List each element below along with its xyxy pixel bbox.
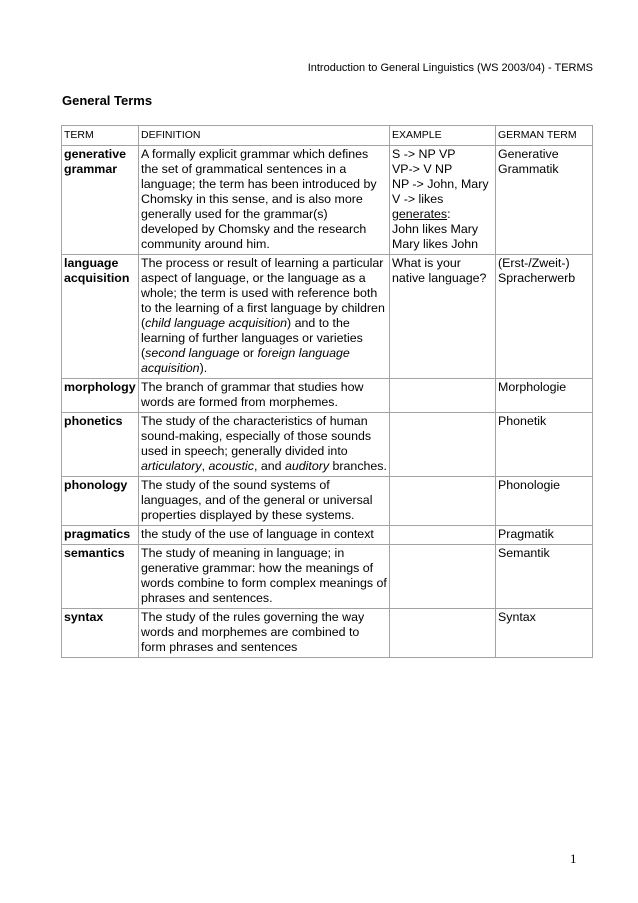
example-cell-text: V -> likes — [392, 192, 444, 206]
term-cell: generative grammar — [62, 146, 139, 255]
german-term-cell — [496, 545, 593, 609]
german-term-cell — [496, 609, 593, 658]
example-cell-text: S -> NP VP — [392, 147, 456, 161]
example-cell — [390, 255, 496, 379]
definition-cell-text: The study of the characteristics of human sound-making, especially of those sounds used in speech; generally divided into — [141, 414, 372, 458]
definition-cell — [139, 609, 390, 658]
definition-cell — [139, 477, 390, 526]
term-cell: semantics — [62, 545, 139, 609]
german-term-cell-text: Syntax — [498, 610, 536, 624]
column-header-term: TERM — [62, 126, 139, 146]
definition-cell-text: articulatory — [141, 459, 202, 473]
document-header: Introduction to General Linguistics (WS 2003/04) - TERMS — [307, 62, 593, 74]
table-header-row — [62, 126, 593, 146]
term-cell: pragmatics — [62, 526, 139, 545]
definition-cell-text: or — [239, 346, 258, 360]
definition-cell-text: The process or result of learning a particular aspect of language, or the language as a whole; the term is used with reference both to the learning of a first language by children ( — [141, 256, 385, 330]
definition-cell-text: acoustic — [208, 459, 254, 473]
german-term-cell-text: Generative — [498, 147, 559, 161]
definition-cell-text: foreign language acquisition — [141, 346, 350, 375]
terms-table — [61, 125, 593, 658]
definition-cell — [139, 255, 390, 379]
german-term-cell-text: Spracherwerb — [498, 271, 576, 285]
example-cell — [390, 379, 496, 413]
column-header-example: EXAMPLE — [390, 126, 496, 146]
example-cell — [390, 477, 496, 526]
table-row — [62, 379, 593, 413]
term-cell: syntax — [62, 609, 139, 658]
example-cell-text: generates — [392, 207, 448, 221]
example-cell-text: What is your native language? — [392, 256, 487, 285]
definition-cell-text: The study of the rules governing the way words and morphemes are combined to form phrases and sentences — [141, 610, 365, 654]
definition-cell-text: ). — [199, 361, 208, 375]
term-cell: phonology — [62, 477, 139, 526]
german-term-cell-text: Phonetik — [498, 414, 547, 428]
german-term-cell-text: Semantik — [498, 546, 550, 560]
definition-cell-text: branches. — [329, 459, 387, 473]
example-cell — [390, 413, 496, 477]
german-term-cell — [496, 526, 593, 545]
definition-cell-text: , and — [253, 459, 285, 473]
column-header-german-term: GERMAN TERM — [496, 126, 593, 146]
section-title: General Terms — [62, 93, 153, 108]
table-row — [62, 146, 593, 255]
term-cell: morphology — [62, 379, 139, 413]
terms-table-body — [62, 146, 593, 658]
definition-cell-text: The study of the sound systems of languages, and of the general or universal properties displayed by these systems. — [141, 478, 373, 522]
german-term-cell — [496, 477, 593, 526]
example-cell-text: : — [447, 207, 451, 221]
german-term-cell — [496, 146, 593, 255]
german-term-cell — [496, 413, 593, 477]
page-number: 1 — [570, 851, 577, 866]
column-header-definition: DEFINITION — [139, 126, 390, 146]
definition-cell — [139, 413, 390, 477]
definition-cell — [139, 379, 390, 413]
definition-cell — [139, 545, 390, 609]
german-term-cell-text: Pragmatik — [498, 527, 554, 541]
german-term-cell-text: Morphologie — [498, 380, 567, 394]
example-cell-text: VP-> V NP — [392, 162, 453, 176]
german-term-cell-text: (Erst-/Zweit-) — [498, 256, 570, 270]
example-cell — [390, 609, 496, 658]
example-cell-text: John likes Mary — [392, 222, 479, 236]
example-cell — [390, 545, 496, 609]
definition-cell — [139, 526, 390, 545]
definition-cell-text: The branch of grammar that studies how words are formed from morphemes. — [141, 380, 364, 409]
table-row — [62, 545, 593, 609]
german-term-cell — [496, 379, 593, 413]
table-row — [62, 477, 593, 526]
german-term-cell-text: Phonologie — [498, 478, 561, 492]
definition-cell-text: auditory — [284, 459, 330, 473]
example-cell-text: Mary likes John — [392, 237, 479, 251]
german-term-cell — [496, 255, 593, 379]
table-row — [62, 255, 593, 379]
term-cell: phonetics — [62, 413, 139, 477]
definition-cell — [139, 146, 390, 255]
definition-cell-text: ) and to the learning of further languages or varieties ( — [141, 316, 363, 360]
example-cell — [390, 526, 496, 545]
definition-cell-text: , — [201, 459, 209, 473]
definition-cell-text: The study of meaning in language; in generative grammar: how the meanings of words combine to form complex meanings of phrases and sentences. — [141, 546, 387, 605]
term-cell: language acquisition — [62, 255, 139, 379]
example-cell-text: NP -> John, Mary — [392, 177, 489, 191]
definition-cell-text: child language acquisition — [145, 316, 288, 330]
definition-cell-text: the study of the use of language in context — [141, 527, 374, 541]
definition-cell-text: A formally explicit grammar which defines the set of grammatical sentences in a language; the term has been introduced by Chomsky in this sense, and is also more generally used for the grammar(s) developed by Chomsky and the research community around him. — [141, 147, 377, 251]
table-row — [62, 609, 593, 658]
example-cell — [390, 146, 496, 255]
table-row — [62, 413, 593, 477]
definition-cell-text: second language — [145, 346, 240, 360]
german-term-cell-text: Grammatik — [498, 162, 559, 176]
table-row — [62, 526, 593, 545]
